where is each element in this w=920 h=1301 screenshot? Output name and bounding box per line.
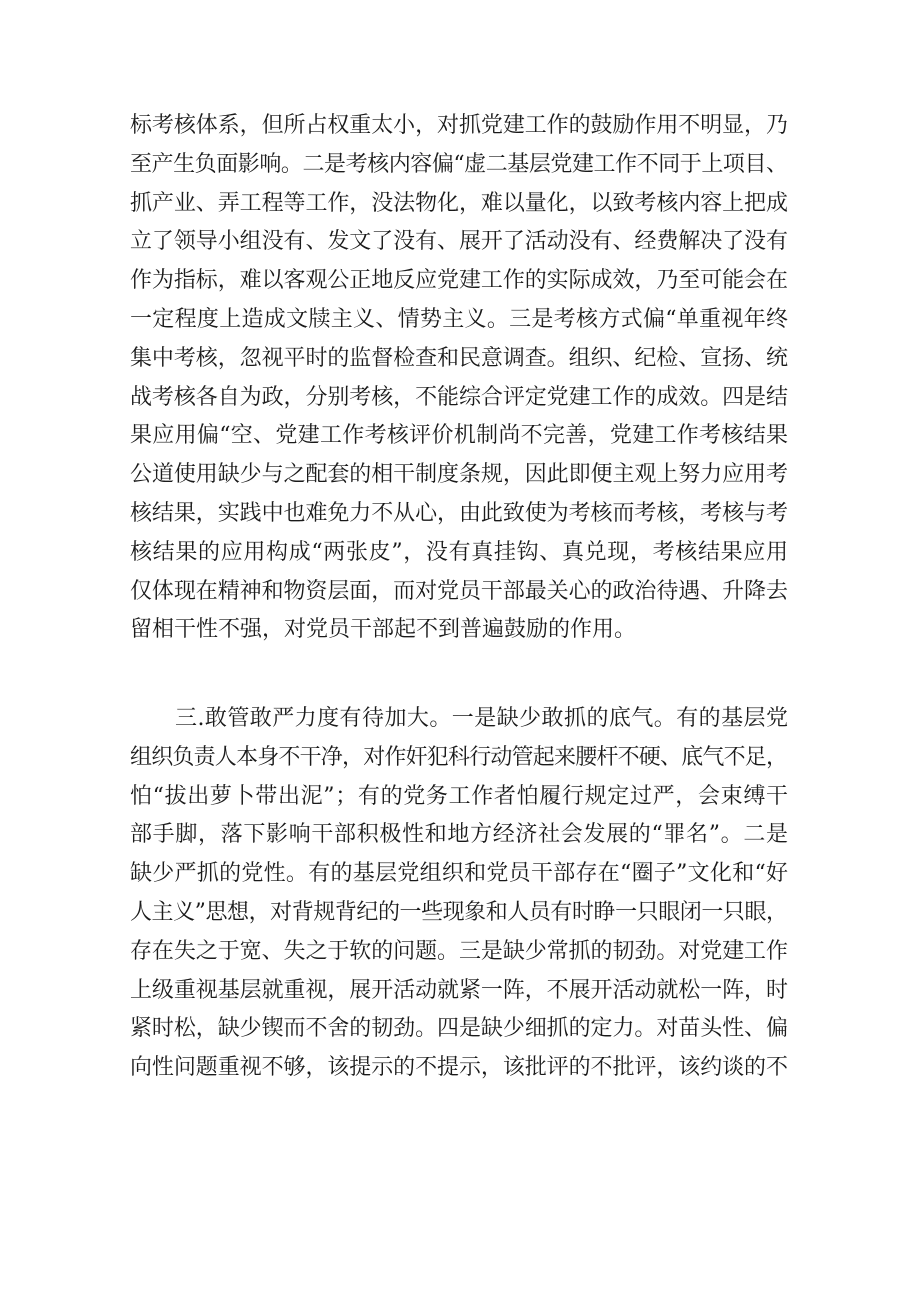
- text-line: 作为指标，难以客观公正地反应党建工作的实际成效，乃至可能会在: [130, 268, 788, 294]
- text-line: 向性问题重视不够，该提示的不提示，该批评的不批评，该约谈的不: [130, 1055, 788, 1081]
- text-line: 集中考核，忽视平时的监督检查和民意调查。组织、纪检、宣扬、统: [130, 345, 788, 371]
- text-line: 三.敢管敢严力度有待加大。一是缺少敢抓的底气。有的基层党: [175, 706, 789, 731]
- text-line: 紧时松，缺少锲而不舍的韧劲。四是缺少细抓的定力。对苗头性、偏: [130, 1016, 788, 1042]
- text-line: 立了领导小组没有、发文了没有、展开了活动没有、经费解决了没有: [130, 229, 788, 255]
- text-line: 缺少严抓的党性。有的基层党组织和党员干部存在“圈子”文化和“好: [130, 861, 789, 887]
- text-line: 上级重视基层就重视，展开活动就紧一阵，不展开活动就松一阵，时: [130, 977, 788, 1003]
- text-line: 一定程度上造成文牍主义、情势主义。三是考核方式偏“单重视年终: [130, 307, 789, 332]
- text-line: 留相干性不强，对党员干部起不到普遍鼓励的作用。: [130, 617, 637, 643]
- text-line: 人主义”思想，对背规背纪的一些现象和人员有时睁一只眼闭一只眼，: [130, 900, 788, 925]
- text-line: 怕“拔出萝卜带出泥”；有的党务工作者怕履行规定过严，会束缚干: [130, 783, 789, 809]
- text-line: 果应用偏“空、党建工作考核评价机制尚不完善，党建工作考核结果: [130, 423, 789, 449]
- text-line: 组织负责人本身不干净，对作奸犯科行动管起来腰杆不硬、底气不足，: [130, 744, 788, 770]
- text-line: 至产生负面影响。二是考核内容偏“虚二基层党建工作不同于上项目、: [130, 151, 788, 177]
- text-line: 标考核体系，但所占权重太小，对抓党建工作的鼓励作用不明显，乃: [130, 113, 788, 138]
- text-line: 核结果，实践中也难免力不从心，由此致使为考核而考核，考核与考: [130, 501, 788, 526]
- text-line: 仅体现在精神和物资层面，而对党员干部最关心的政治待遇、升降去: [130, 578, 788, 604]
- text-line: 核结果的应用构成“两张皮”，没有真挂钩、真兑现，考核结果应用: [130, 539, 789, 565]
- text-line: 抓产业、弄工程等工作，没法物化，难以量化，以致考核内容上把成: [130, 190, 788, 216]
- text-line: 存在失之于宽、失之于软的问题。三是缺少常抓的韧劲。对党建工作: [130, 938, 788, 964]
- text-line: 部手脚，落下影响干部积极性和地方经济社会发展的“罪名”。二是: [130, 822, 789, 848]
- text-line: 战考核各自为政，分别考核，不能综合评定党建工作的成效。四是结: [130, 384, 788, 410]
- text-line: 公道使用缺少与之配套的相干制度条规，因此即便主观上努力应用考: [130, 462, 788, 488]
